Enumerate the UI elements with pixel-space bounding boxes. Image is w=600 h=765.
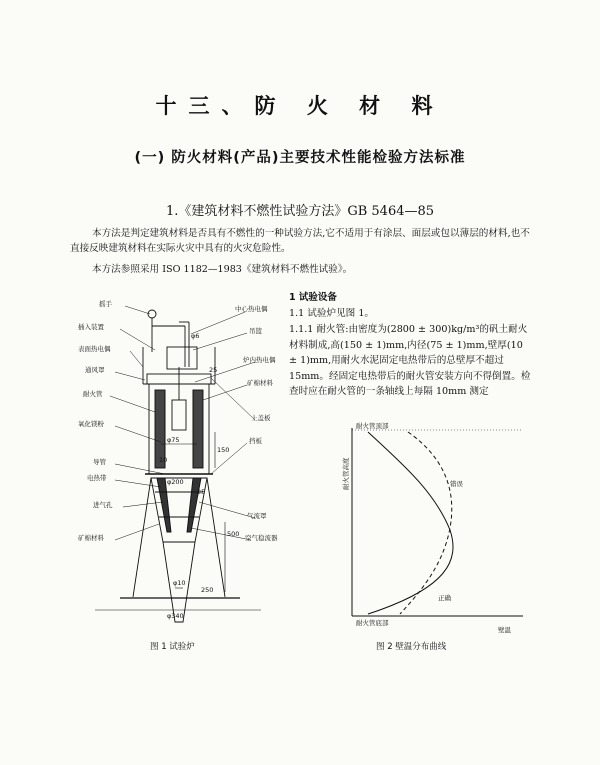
label-magnesia-powder: 氧化镁粉 <box>78 420 104 428</box>
x-axis-label: 壁温 <box>498 626 511 634</box>
label-basket: 吊篮 <box>249 327 262 335</box>
section-title: (一) 防火材料(产品)主要技术性能检验方法标准 <box>134 150 466 166</box>
dim-d25a: 25 <box>209 366 218 374</box>
dim-d340: φ340 <box>167 612 184 620</box>
label-mineral-wool-left: 矿棉材料 <box>78 534 104 542</box>
label-upper-cover: 上盖板 <box>251 414 271 422</box>
correct-curve <box>368 432 453 614</box>
intro-paragraph-2: 本方法参照采用 ISO 1182—1983《建筑材料不燃性试验》。 <box>92 264 353 275</box>
air-stabilizer <box>151 478 207 622</box>
label-air-inlet: 进气孔 <box>93 501 113 509</box>
figure-2-caption: 图 2 壁温分布曲线 <box>376 642 447 652</box>
dim-d6: φ6 <box>191 332 200 340</box>
y-axis-label: 耐火管高度 <box>342 457 350 490</box>
label-guide-tube: 导管 <box>93 458 106 466</box>
bottom-label: 耐火管底部 <box>356 619 389 627</box>
dim-d10b: φ10 <box>173 579 186 587</box>
chapter-title: 十三、防 火 材 料 <box>155 94 445 118</box>
figure-1-caption: 图 1 试验炉 <box>150 642 195 652</box>
standard-heading: 1.《建筑材料不燃性试验方法》GB 5464—85 <box>165 204 435 219</box>
dim-d75: φ75 <box>167 436 180 444</box>
label-air-stabilizer: 空气稳流器 <box>245 534 278 542</box>
wrong-curve <box>400 432 452 614</box>
label-heating-strip: 电热带 <box>87 474 107 482</box>
label-insert-device: 插入装置 <box>78 323 104 331</box>
label-center-thermocouple: 中心热电偶 <box>235 305 268 313</box>
label-refractory-tube: 耐火管 <box>83 390 103 398</box>
section-1-1-1: 1.1.1 耐火管:由密度为(2800 ± 300)kg/m³的矾土耐火材料制成,高(150 ± 1)mm,内径(75 ± 1)mm,壁厚(10 ± 1)mm,用耐火水泥固定电热带后的总壁厚不超过 15mm。经固定电热带后的耐火管安装方向不得倒置。检查时应在耐火管的一条轴线上每隔 10mm 测定 <box>289 324 531 397</box>
label-handle: 摇手 <box>99 300 112 308</box>
top-label: 耐火管顶部 <box>356 422 389 430</box>
intro-paragraph-1: 本方法是判定建筑材料是否具有不燃性的一种试验方法,它不适用于有涂层、面层或包以薄层的材料,也不直接反映建筑材料在实际火灾中具有的火灾危险性。 <box>70 228 530 254</box>
wrong-label: 错误 <box>450 480 463 488</box>
label-furnace-thermocouple: 炉内热电偶 <box>243 356 276 364</box>
furnace-diagram <box>75 292 285 647</box>
label-airflow-hood: 气流罩 <box>247 512 267 520</box>
label-mineral-wool-right: 矿棉材料 <box>247 379 273 387</box>
label-baffle: 挡板 <box>249 437 262 445</box>
section-1-heading: 1 试验设备 <box>289 292 337 303</box>
label-surface-thermocouple: 表面热电偶 <box>78 345 111 353</box>
dim-d25b: 25 <box>197 488 206 496</box>
dim-d10: 10 <box>159 456 168 464</box>
dim-d150: 150 <box>217 446 230 454</box>
correct-label: 正确 <box>438 594 451 602</box>
label-air-hood: 通风罩 <box>85 366 105 374</box>
section-1-1: 1.1 试验炉见图 1。 <box>289 308 375 319</box>
dim-d200: φ200 <box>167 478 184 486</box>
dim-d250: 250 <box>201 586 214 594</box>
dim-d500: 500 <box>227 530 240 538</box>
wall-temp-chart <box>338 420 533 640</box>
